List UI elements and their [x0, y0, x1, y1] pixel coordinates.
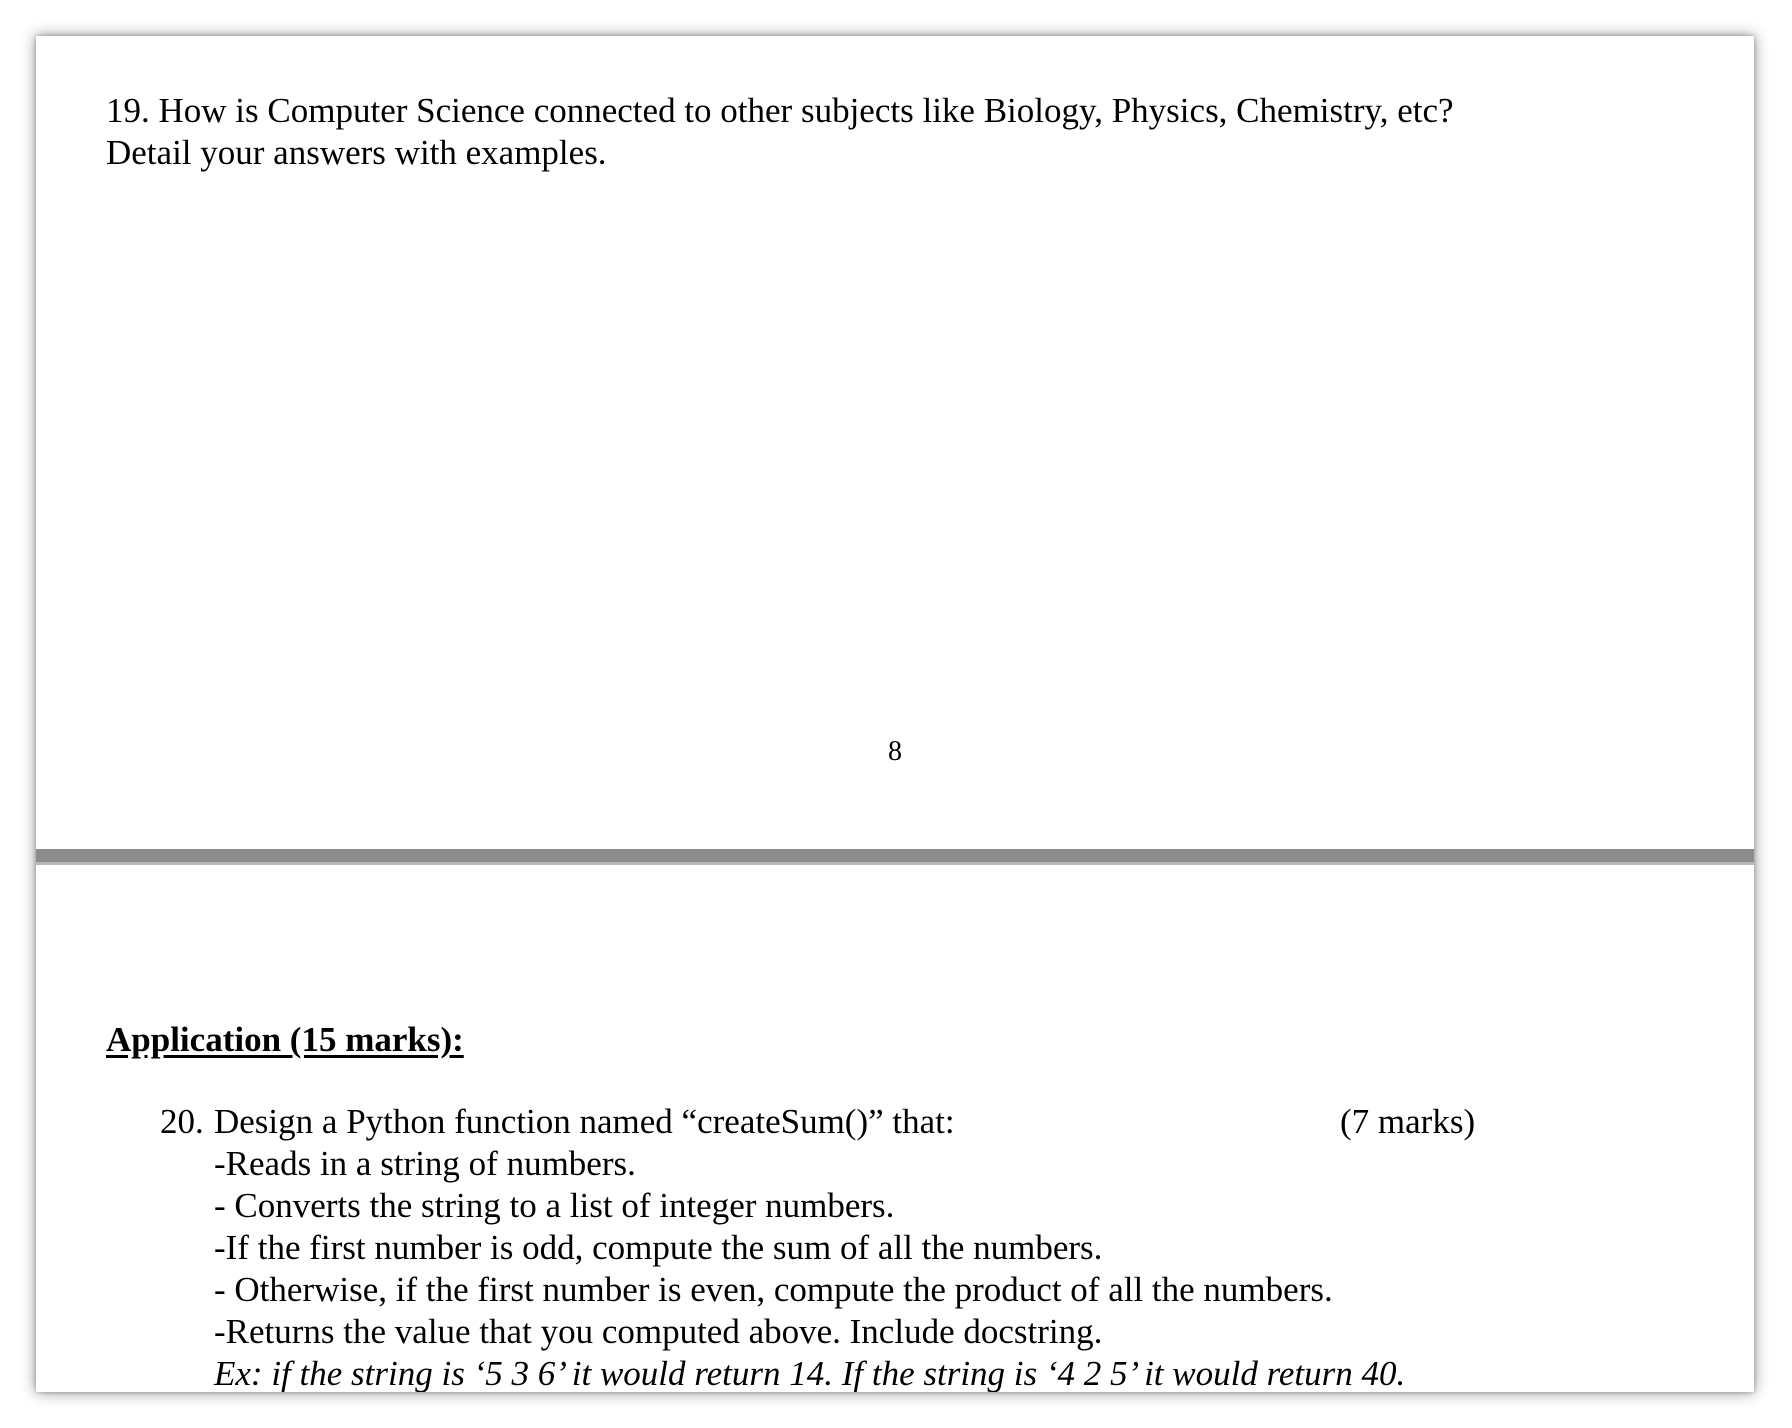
requirement-line: - Otherwise, if the first number is even, compute the product of all the numbers.: [214, 1270, 1333, 1309]
question-20-number: 20.: [160, 1102, 204, 1141]
requirement-line: -If the first number is odd, compute the sum of all the numbers.: [214, 1228, 1103, 1267]
page-number: 8: [888, 736, 902, 767]
page-separator: [36, 849, 1754, 865]
question-19-line-2: Detail your answers with examples.: [106, 133, 607, 172]
question-20-requirements: [214, 1143, 1560, 1392]
requirement-line: - Converts the string to a list of integer numbers.: [214, 1186, 895, 1225]
question-20: [160, 1101, 1560, 1392]
page-9: [36, 865, 1754, 1392]
requirement-line: -Reads in a string of numbers.: [214, 1144, 636, 1183]
question-20-example: Ex: if the string is ‘5 3 6’ it would return 14. If the string is ‘4 2 5’ it would return 40.: [214, 1354, 1406, 1392]
question-19-line-1: 19. How is Computer Science connected to other subjects like Biology, Physics, Chemistry, etc?: [106, 91, 1454, 130]
document-viewer[interactable]: [36, 36, 1754, 1392]
question-19: [106, 90, 1454, 174]
question-20-header: [160, 1101, 1560, 1143]
question-20-marks: (7 marks): [1340, 1102, 1476, 1141]
requirement-line: -Returns the value that you computed above. Include docstring.: [214, 1312, 1103, 1351]
section-heading: Application (15 marks):: [106, 1020, 464, 1059]
page-8: [36, 36, 1754, 849]
question-20-title: Design a Python function named “createSum()” that:: [214, 1102, 955, 1141]
